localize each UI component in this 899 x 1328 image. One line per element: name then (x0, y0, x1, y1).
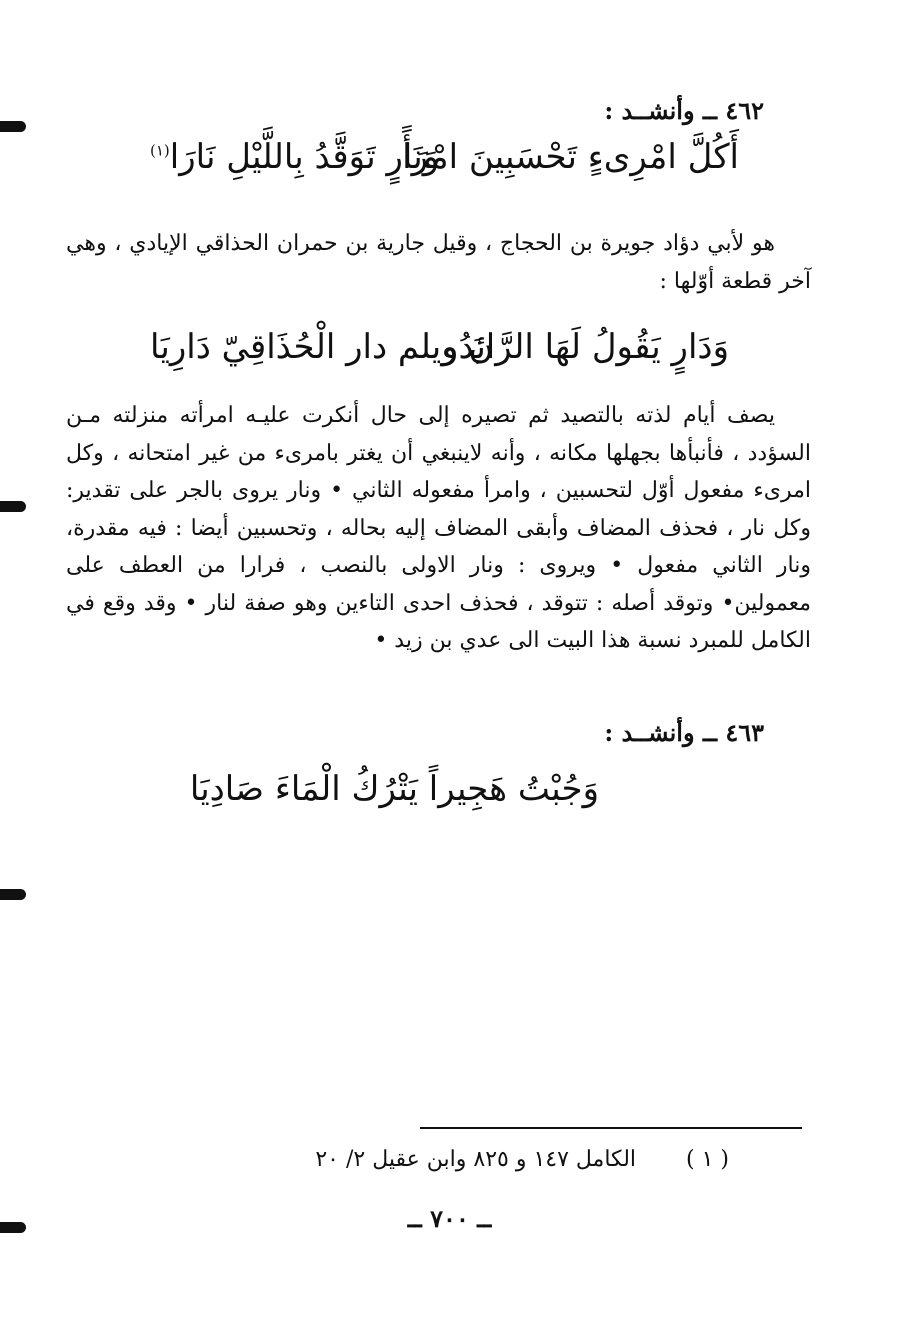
section-462-heading: ٤٦٢ ــ وأنشــد : (604, 96, 764, 125)
verse-462-left-text: وَنَارٍ تَوَقَّدُ بِاللَّيْلِ نَارَا (169, 137, 440, 177)
page-number: ــ ٧٠٠ ــ (407, 1204, 492, 1233)
footnote-divider (420, 1127, 802, 1129)
verse-second-right-text: وَدَارٍ يَقُولُ لَهَا الرَّائِدُو (442, 327, 729, 367)
footnote (315, 1147, 729, 1172)
section-463-heading: ٤٦٣ ــ وأنشــد : (604, 718, 764, 747)
footnote-number: ( ١ ) (686, 1147, 729, 1172)
binding-mark (0, 501, 26, 512)
footnote-text: الكامل ١٤٧ و ٨٢٥ وابن عقيل ٢/ ٢٠ (315, 1147, 637, 1172)
commentary-paragraph (66, 397, 811, 660)
attribution-text: هو لأبي دؤاد جويرة بن الحجاج ، وقيل جارية بن حمران الحذاقي الإيادي ، وهي آخر قطعة أوّلها : (66, 231, 811, 294)
verse-second-left-hemistich (150, 327, 494, 367)
attribution-paragraph (66, 225, 811, 300)
footnote-marker: (١) (150, 141, 170, 160)
verse-462-left-hemistich (150, 137, 440, 177)
verse-463-text: وَجُبْتُ هَجِيراً يَتْرُكُ الْمَاءَ صَادِيَا (189, 769, 599, 809)
binding-mark (0, 121, 26, 132)
verse-463 (189, 769, 599, 809)
verse-second-left-text: نَ ويلم دار الْحُذَاقِيّ دَارِيَا (150, 327, 494, 367)
verse-462-right-text: أَكُلَّ امْرِىءٍ تَحْسَبِينَ امْرَأً (402, 137, 739, 177)
commentary-text: يصف أيام لذته بالتصيد ثم تصيره إلى حال أنكرت عليـه امرأته منزلته مـن السؤدد ، فأنبأها بجهلها مكانه ، وأنه لاينبغي أن يغتر بامرىء من غير امتحانه ، وكل امرىء مفعول أوّل لتحسبين ، وامرأ مفعوله الثاني • ونار يروى بالجر على تقدير: وكل نار ، فحذف المضاف وأبقى المضاف إليه بحاله ، وتحسبين أيضا : فيه مقدرة، ونار الثاني مفعول • ويروى : ونار الاولى بالنصب ، فرارا من العطف على معمولين• وتوقد أصله : تتوقد ، فحذف احدى التاءين وهو صفة لنار • وقد وقع في الكامل للمبرد نسبة هذا البيت الى عدي بن زيد • (66, 403, 811, 653)
binding-mark (0, 889, 26, 900)
verse-462-right-hemistich (402, 137, 739, 177)
